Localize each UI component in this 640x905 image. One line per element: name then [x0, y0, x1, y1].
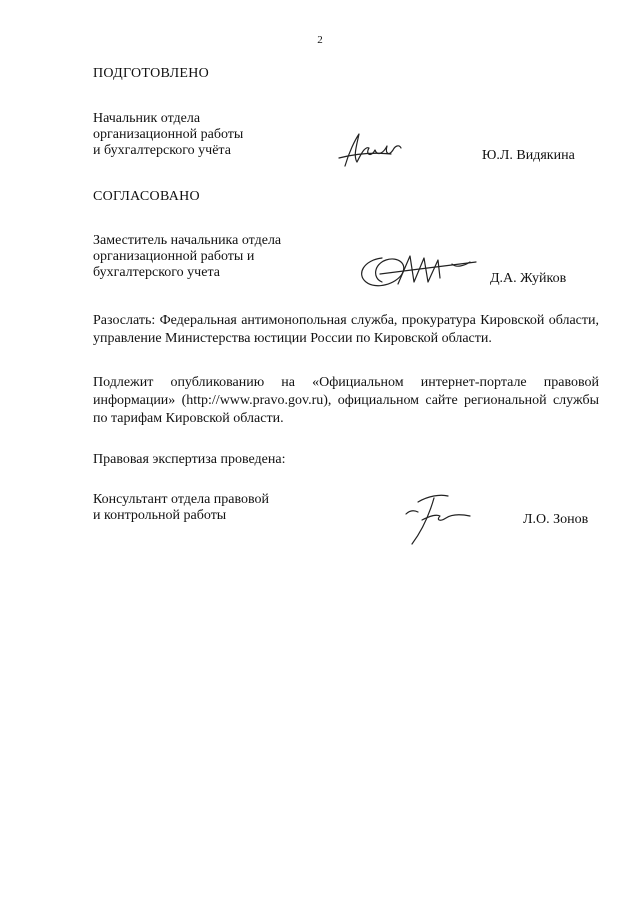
- position-line: Начальник отдела: [93, 111, 201, 126]
- prepared-name: Ю.Л. Видякина: [482, 148, 575, 163]
- signature-image: [335, 128, 405, 173]
- publication-paragraph: Подлежит опубликованию на «Официальном интернет-портале правовой информации» (http://www.pravo.gov.ru), официальном сайте региональной службы по тарифам Кировской области.: [93, 375, 599, 426]
- signature-image: [352, 248, 482, 294]
- prepared-position: [93, 111, 243, 159]
- position-line: и бухгалтерского учёта: [93, 143, 231, 158]
- position-line: Консультант отдела правовой: [93, 492, 270, 507]
- position-line: организационной работы и: [93, 249, 255, 264]
- legal-review-name: Л.О. Зонов: [523, 512, 589, 527]
- position-line: и контрольной работы: [93, 508, 227, 523]
- signature-image: [400, 490, 480, 548]
- agreed-position: [93, 233, 281, 281]
- page-number: 2: [317, 34, 323, 46]
- agreed-heading: СОГЛАСОВАНО: [93, 189, 200, 204]
- position-line: бухгалтерского учета: [93, 265, 220, 280]
- prepared-heading: ПОДГОТОВЛЕНО: [93, 66, 210, 81]
- distribution-paragraph: Разослать: Федеральная антимонопольная служба, прокуратура Кировской области, управление Министерства юстиции России по Кировской области.: [93, 313, 599, 346]
- legal-review-heading: Правовая экспертиза проведена:: [93, 452, 286, 467]
- position-line: Заместитель начальника отдела: [93, 233, 282, 248]
- position-line: организационной работы: [93, 127, 244, 142]
- legal-review-position: [93, 492, 269, 524]
- agreed-name: Д.А. Жуйков: [490, 271, 567, 286]
